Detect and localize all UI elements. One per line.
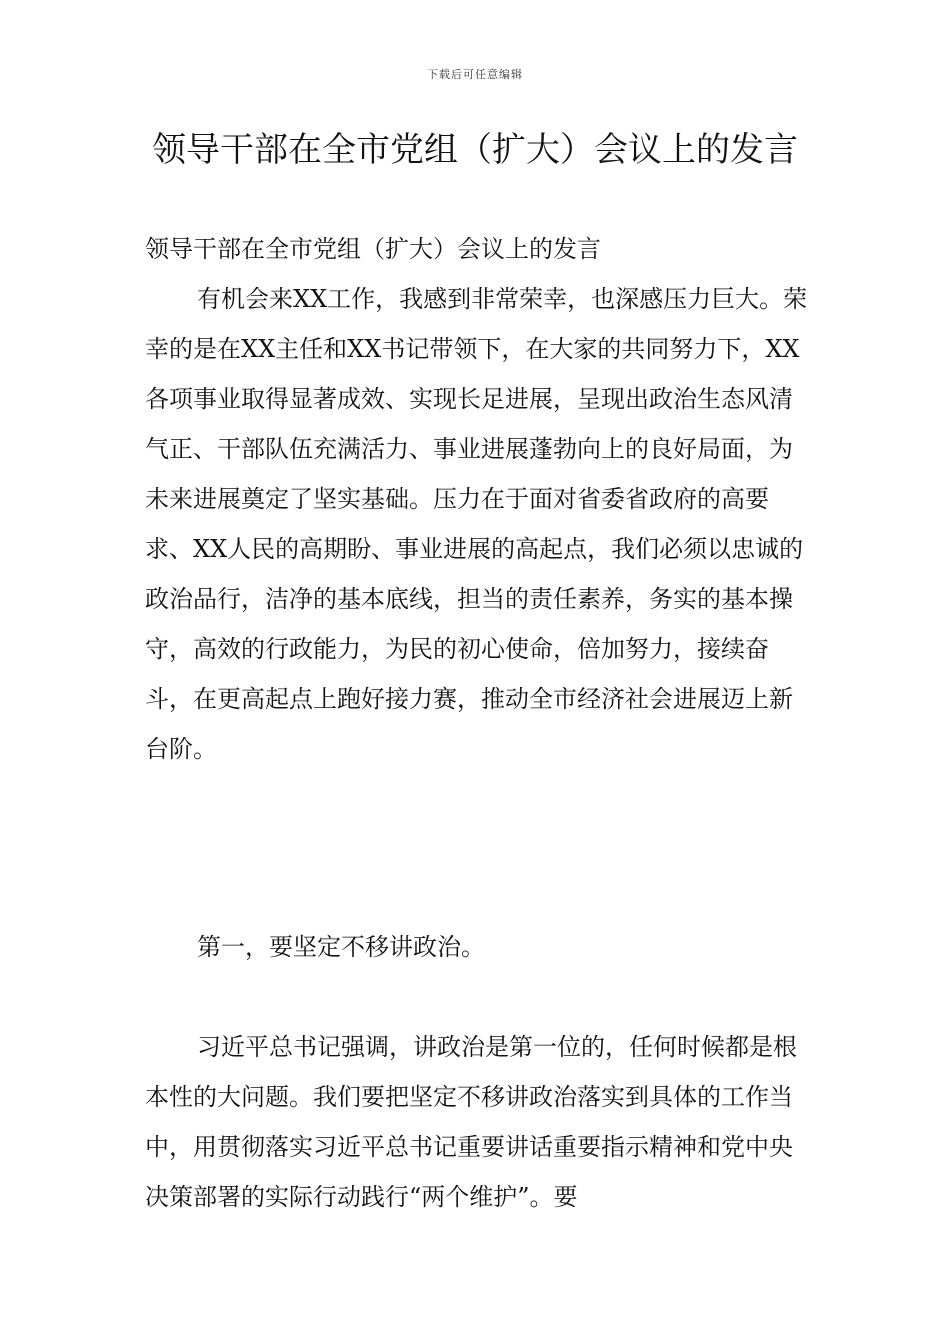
- section-1-heading: 第一，要坚定不移讲政治。: [197, 933, 485, 961]
- document-subtitle: 领导干部在全市党组（扩大）会议上的发言: [145, 235, 601, 263]
- paragraph-1: 有机会来XX工作，我感到非常荣幸，也深感压力巨大。荣幸的是在XX主任和XX书记带领下，在大家的共同努力下，XX各项事业取得显著成效、实现长足进展，呈现出政治生态风清气正、干部队伍充满活力、事业进展蓬勃向上的良好局面，为未来进展奠定了坚实基础。压力在于面对省委省政府的高要求、XX人民的高期盼、事业进展的高起点，我们必须以忠诚的政治品行，洁净的基本底线，担当的责任素养，务实的基本操守，高效的行政能力，为民的初心使命，倍加努力，接续奋斗，在更高起点上跑好接力赛，推动全市经济社会进展迈上新台阶。: [145, 285, 808, 763]
- header-note: 下载后可任意编辑: [427, 68, 523, 81]
- paragraph-2: 习近平总书记强调，讲政治是第一位的，任何时候都是根本性的大问题。我们要把坚定不移讲政治落实到具体的工作当中，用贯彻落实习近平总书记重要讲话重要指示精神和党中央决策部署的实际行动践行“两个维护”。要: [145, 1033, 797, 1211]
- document-title: 领导干部在全市党组（扩大）会议上的发言: [152, 130, 798, 170]
